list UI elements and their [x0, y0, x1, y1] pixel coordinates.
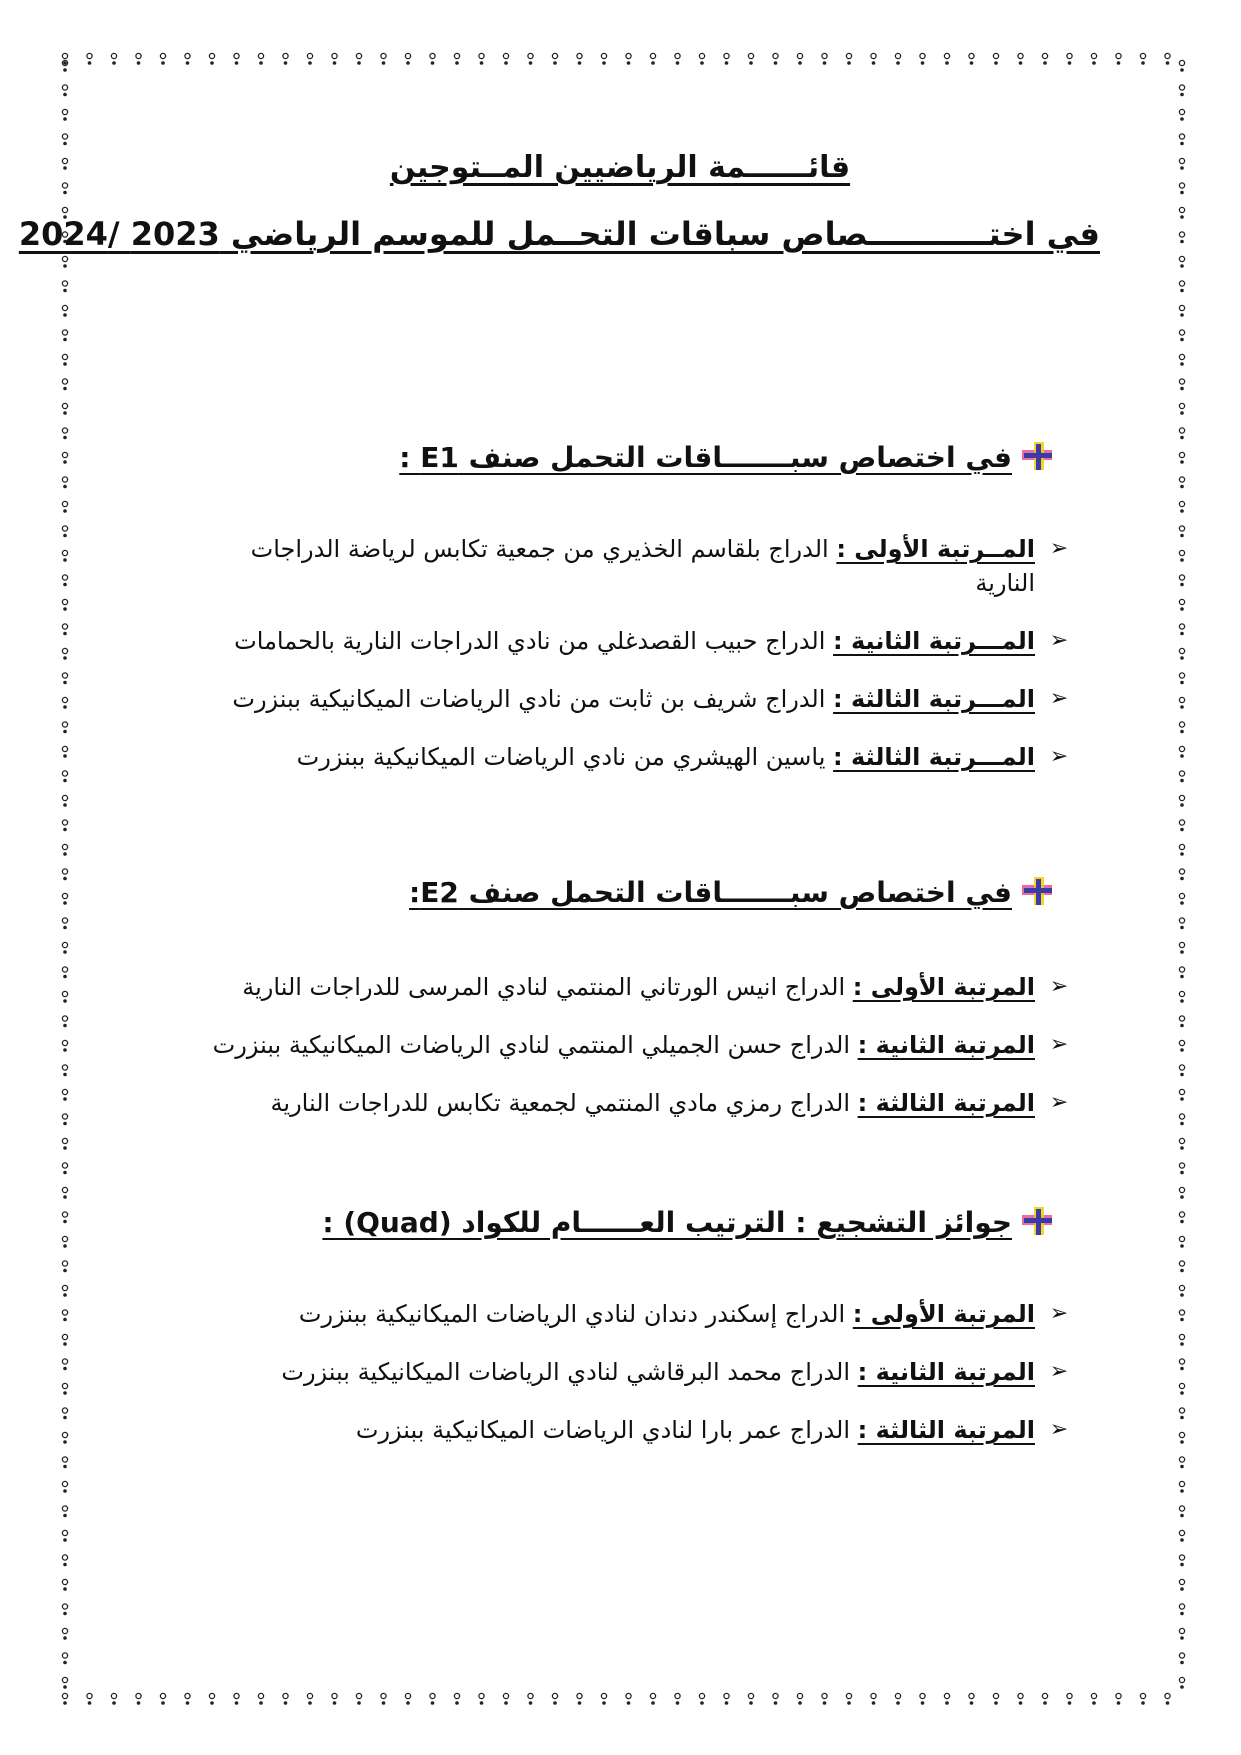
border-ornament [62, 183, 67, 194]
border-ornament [577, 53, 582, 64]
border-ornament [62, 893, 67, 904]
border-ornament [62, 942, 67, 953]
border-ornament [528, 1693, 533, 1704]
border-ornament [405, 53, 410, 64]
border-ornament [1179, 893, 1184, 904]
border-ornament [405, 1693, 410, 1704]
border-ornament [601, 1693, 606, 1704]
border-ornament [62, 1628, 67, 1639]
border-ornament [62, 746, 67, 757]
list-item [195, 682, 1071, 716]
border-ornament [62, 1016, 67, 1027]
border-ornament [62, 1310, 67, 1321]
border-ornament [430, 1693, 435, 1704]
border-ornament [62, 1432, 67, 1443]
border-ornament [1179, 1040, 1184, 1051]
border-ornament [1042, 1693, 1047, 1704]
border-ornament [62, 403, 67, 414]
border-ornament [1179, 550, 1184, 561]
border-ornament [1067, 1693, 1072, 1704]
border-ornament [62, 85, 67, 96]
section-heading-e2 [409, 875, 1056, 909]
border-ornament [993, 53, 998, 64]
rank-label: المــرتبة الأولى : [836, 535, 1035, 563]
border-ornament [1179, 109, 1184, 120]
list-item [195, 532, 1071, 600]
border-ornament [1179, 869, 1184, 880]
list-item [195, 624, 1071, 658]
border-ornament [503, 1693, 508, 1704]
border-ornament [454, 53, 459, 64]
border-ornament [62, 599, 67, 610]
border-ornament [920, 53, 925, 64]
border-ornament [62, 428, 67, 439]
border-ornament [1179, 354, 1184, 365]
border-ornament [1179, 1138, 1184, 1149]
border-ornament [503, 53, 508, 64]
border-ornament [454, 1693, 459, 1704]
border-ornament [62, 477, 67, 488]
border-ornament [62, 1359, 67, 1370]
border-ornament [1179, 1236, 1184, 1247]
border-ornament [62, 134, 67, 145]
border-ornament [234, 53, 239, 64]
border-ornament [1179, 1212, 1184, 1223]
border-ornament [62, 771, 67, 782]
border-ornament [62, 1187, 67, 1198]
ranking-list-e1 [195, 532, 1071, 798]
border-ornament [62, 109, 67, 120]
border-ornament [1179, 379, 1184, 390]
border-ornament [1042, 53, 1047, 64]
border-ornament [1179, 1604, 1184, 1615]
border-ornament [62, 550, 67, 561]
border-ornament [381, 53, 386, 64]
border-ornament [1091, 53, 1096, 64]
rank-label: المرتبة الثالثة : [857, 1416, 1035, 1444]
border-ornament [62, 624, 67, 635]
border-ornament [846, 1693, 851, 1704]
border-ornament [258, 1693, 263, 1704]
border-ornament [1179, 1653, 1184, 1664]
border-ornament [62, 844, 67, 855]
page-border-left [55, 55, 75, 1705]
arrow-bullet-icon: ➢ [1049, 686, 1069, 711]
border-ornament [1179, 1506, 1184, 1517]
border-ornament [479, 53, 484, 64]
border-ornament [1179, 673, 1184, 684]
rank-label: المـــرتبة الثانية : [833, 627, 1035, 655]
border-ornament [307, 53, 312, 64]
border-ornament [62, 452, 67, 463]
border-ornament [1179, 85, 1184, 96]
border-ornament [1140, 53, 1145, 64]
border-ornament [209, 53, 214, 64]
border-ornament [1179, 1481, 1184, 1492]
border-ornament [626, 1693, 631, 1704]
border-ornament [1179, 1383, 1184, 1394]
border-ornament [62, 967, 67, 978]
arrow-bullet-icon: ➢ [1049, 1032, 1069, 1057]
border-ornament [111, 1693, 116, 1704]
border-ornament [332, 53, 337, 64]
border-ornament [307, 1693, 312, 1704]
border-ornament [1179, 1457, 1184, 1468]
border-ornament [1179, 256, 1184, 267]
border-ornament [944, 53, 949, 64]
border-ornament [944, 1693, 949, 1704]
list-item [281, 1413, 1071, 1447]
border-ornament [62, 305, 67, 316]
list-item [213, 1028, 1071, 1062]
list-item [213, 1086, 1071, 1120]
border-ornament [626, 53, 631, 64]
border-ornament [62, 256, 67, 267]
border-ornament [1179, 207, 1184, 218]
border-ornament [1179, 158, 1184, 169]
border-ornament [650, 53, 655, 64]
border-ornament [62, 648, 67, 659]
rider-info: الدراج حسن الجميلي المنتمي لنادي الرياضات الميكانيكية ببنزرت [212, 1031, 858, 1059]
border-ornament [62, 60, 67, 71]
border-ornament [724, 1693, 729, 1704]
border-ornament [1179, 1628, 1184, 1639]
border-ornament [185, 53, 190, 64]
border-ornament [136, 53, 141, 64]
arrow-bullet-icon: ➢ [1049, 1417, 1069, 1442]
border-ornament [1165, 1693, 1170, 1704]
border-ornament [87, 1693, 92, 1704]
border-ornament [62, 158, 67, 169]
border-ornament [62, 1383, 67, 1394]
border-ornament [1179, 844, 1184, 855]
border-ornament [234, 1693, 239, 1704]
page-border-top [55, 50, 1187, 70]
rank-label: المرتبة الأولى : [852, 1300, 1035, 1328]
border-ornament [62, 1506, 67, 1517]
border-ornament [356, 1693, 361, 1704]
border-ornament [1179, 1261, 1184, 1272]
border-ornament [1179, 942, 1184, 953]
border-ornament [1116, 1693, 1121, 1704]
rider-info: الدراج محمد البرقاشي لنادي الرياضات الميكانيكية ببنزرت [281, 1358, 858, 1386]
border-ornament [62, 820, 67, 831]
rank-label: المرتبة الأولى : [852, 973, 1035, 1001]
rider-info: الدراج رمزي مادي المنتمي لجمعية تكابس للدراجات النارية [270, 1089, 858, 1117]
border-ornament [356, 53, 361, 64]
border-ornament [1140, 1693, 1145, 1704]
border-ornament [62, 1040, 67, 1051]
border-ornament [1179, 1432, 1184, 1443]
border-ornament [258, 53, 263, 64]
rank-label: المرتبة الثانية : [857, 1031, 1035, 1059]
border-ornament [895, 1693, 900, 1704]
border-ornament [650, 1693, 655, 1704]
document-title: قائــــــمة الرياضيين المــتوجين [389, 150, 851, 185]
border-ornament [62, 697, 67, 708]
border-ornament [62, 1677, 67, 1688]
border-ornament [87, 53, 92, 64]
border-ornament [1179, 967, 1184, 978]
border-ornament [62, 1408, 67, 1419]
border-ornament [1067, 53, 1072, 64]
border-ornament [1179, 452, 1184, 463]
border-ornament [1179, 501, 1184, 512]
page-border-right [1172, 55, 1192, 1705]
border-ornament [62, 1089, 67, 1100]
border-ornament [1179, 1677, 1184, 1688]
border-ornament [871, 1693, 876, 1704]
list-item [281, 1297, 1071, 1331]
section-heading-text: في اختصاص سبـــــــاقات التحمل صنف E1 : [399, 440, 1012, 474]
border-ornament [675, 53, 680, 64]
border-ornament [1179, 1114, 1184, 1125]
border-ornament [748, 1693, 753, 1704]
border-ornament [1018, 53, 1023, 64]
border-ornament [62, 1604, 67, 1615]
border-ornament [160, 1693, 165, 1704]
border-ornament [1018, 1693, 1023, 1704]
border-ornament [969, 53, 974, 64]
border-ornament [552, 1693, 557, 1704]
page-border-bottom [55, 1690, 1187, 1710]
border-ornament [797, 53, 802, 64]
rider-info: الدراج عمر بارا لنادي الرياضات الميكانيكية ببنزرت [355, 1416, 858, 1444]
border-ornament [1179, 771, 1184, 782]
border-ornament [62, 526, 67, 537]
border-ornament [283, 1693, 288, 1704]
border-ornament [62, 1530, 67, 1541]
border-ornament [871, 53, 876, 64]
border-ornament [62, 991, 67, 1002]
border-ornament [1179, 1163, 1184, 1174]
border-ornament [62, 795, 67, 806]
border-ornament [283, 53, 288, 64]
border-ornament [62, 1163, 67, 1174]
border-ornament [209, 1693, 214, 1704]
rank-label: المرتبة الثانية : [857, 1358, 1035, 1386]
border-ornament [1179, 697, 1184, 708]
border-ornament [1179, 918, 1184, 929]
border-ornament [62, 1236, 67, 1247]
border-ornament [62, 918, 67, 929]
border-ornament [62, 1285, 67, 1296]
border-ornament [1179, 330, 1184, 341]
rider-info: الدراج انيس الورتاني المنتمي لنادي المرسى للدراجات النارية [242, 973, 853, 1001]
arrow-bullet-icon: ➢ [1049, 536, 1069, 561]
rider-info: الدراج إسكندر دندان لنادي الرياضات الميكانيكية ببنزرت [298, 1300, 853, 1328]
arrow-bullet-icon: ➢ [1049, 974, 1069, 999]
border-ornament [1179, 1359, 1184, 1370]
ranking-list-e2 [213, 970, 1071, 1144]
border-ornament [1091, 1693, 1096, 1704]
border-ornament [62, 1334, 67, 1345]
border-ornament [62, 1212, 67, 1223]
rider-info: الدراج حبيب القصدغلي من نادي الدراجات النارية بالحمامات [234, 627, 834, 655]
border-ornament [1179, 305, 1184, 316]
rider-info: الدراج بلقاسم الخذيري من جمعية تكابس لرياضة الدراجات النارية [250, 535, 1035, 597]
border-ornament [62, 1138, 67, 1149]
border-ornament [1179, 599, 1184, 610]
border-ornament [797, 1693, 802, 1704]
border-ornament [1179, 624, 1184, 635]
border-ornament [969, 1693, 974, 1704]
border-ornament [1179, 1187, 1184, 1198]
border-ornament [822, 53, 827, 64]
border-ornament [62, 330, 67, 341]
rider-info: ياسين الهيشري من نادي الرياضات الميكانيكية ببنزرت [296, 743, 834, 771]
border-ornament [62, 1653, 67, 1664]
border-ornament [1179, 1065, 1184, 1076]
arrow-bullet-icon: ➢ [1049, 1359, 1069, 1384]
border-ornament [1179, 281, 1184, 292]
border-ornament [1179, 232, 1184, 243]
border-ornament [62, 1261, 67, 1272]
border-ornament [699, 1693, 704, 1704]
border-ornament [62, 281, 67, 292]
border-ornament [62, 1481, 67, 1492]
border-ornament [1179, 820, 1184, 831]
border-ornament [62, 354, 67, 365]
border-ornament [1179, 575, 1184, 586]
document-subtitle: في اختـــــــــــصاص سباقات التحــمل للموسم الرياضي 2023 /2024 [18, 215, 1100, 253]
border-ornament [332, 1693, 337, 1704]
border-ornament [62, 722, 67, 733]
border-ornament [1179, 746, 1184, 757]
arrow-bullet-icon: ➢ [1049, 1301, 1069, 1326]
border-ornament [552, 53, 557, 64]
border-ornament [1179, 1310, 1184, 1321]
border-ornament [993, 1693, 998, 1704]
border-ornament [1179, 795, 1184, 806]
plus-bullet-icon [1020, 440, 1056, 474]
border-ornament [430, 53, 435, 64]
rank-label: المرتبة الثالثة : [857, 1089, 1035, 1117]
border-ornament [1179, 1555, 1184, 1566]
border-ornament [62, 1555, 67, 1566]
border-ornament [920, 1693, 925, 1704]
border-ornament [1165, 53, 1170, 64]
border-ornament [675, 1693, 680, 1704]
border-ornament [1116, 53, 1121, 64]
list-item [195, 740, 1071, 774]
border-ornament [381, 1693, 386, 1704]
border-ornament [528, 53, 533, 64]
border-ornament [1179, 403, 1184, 414]
border-ornament [1179, 477, 1184, 488]
plus-bullet-icon [1020, 875, 1056, 909]
border-ornament [62, 673, 67, 684]
border-ornament [62, 501, 67, 512]
border-ornament [773, 1693, 778, 1704]
border-ornament [62, 1457, 67, 1468]
border-ornament [1179, 134, 1184, 145]
rank-label: المـــرتبة الثالثة : [833, 685, 1035, 713]
section-heading-e1 [399, 440, 1056, 474]
rank-label: المـــرتبة الثالثة : [833, 743, 1035, 771]
border-ornament [62, 575, 67, 586]
list-item [281, 1355, 1071, 1389]
border-ornament [62, 1114, 67, 1125]
plus-bullet-icon [1020, 1205, 1056, 1239]
list-item [213, 970, 1071, 1004]
border-ornament [1179, 1408, 1184, 1419]
border-ornament [846, 53, 851, 64]
border-ornament [1179, 1530, 1184, 1541]
border-ornament [748, 53, 753, 64]
border-ornament [160, 53, 165, 64]
border-ornament [136, 1693, 141, 1704]
border-ornament [895, 53, 900, 64]
border-ornament [1179, 722, 1184, 733]
border-ornament [1179, 991, 1184, 1002]
border-ornament [62, 1579, 67, 1590]
border-ornament [1179, 1016, 1184, 1027]
border-ornament [62, 379, 67, 390]
border-ornament [724, 53, 729, 64]
border-ornament [1179, 1089, 1184, 1100]
border-ornament [62, 869, 67, 880]
border-ornament [773, 53, 778, 64]
border-ornament [1179, 183, 1184, 194]
ranking-list-quad [281, 1297, 1071, 1471]
border-ornament [185, 1693, 190, 1704]
arrow-bullet-icon: ➢ [1049, 1090, 1069, 1115]
section-heading-quad [322, 1205, 1056, 1239]
border-ornament [479, 1693, 484, 1704]
border-ornament [601, 53, 606, 64]
border-ornament [577, 1693, 582, 1704]
arrow-bullet-icon: ➢ [1049, 628, 1069, 653]
border-ornament [1179, 60, 1184, 71]
arrow-bullet-icon: ➢ [1049, 744, 1069, 769]
border-ornament [1179, 1334, 1184, 1345]
border-ornament [822, 1693, 827, 1704]
border-ornament [1179, 526, 1184, 537]
rider-info: الدراج شريف بن ثابت من نادي الرياضات الميكانيكية ببنزرت [232, 685, 834, 713]
border-ornament [1179, 1285, 1184, 1296]
border-ornament [111, 53, 116, 64]
border-ornament [1179, 1579, 1184, 1590]
border-ornament [1179, 428, 1184, 439]
border-ornament [62, 1065, 67, 1076]
border-ornament [1179, 648, 1184, 659]
border-ornament [699, 53, 704, 64]
section-heading-text: في اختصاص سبـــــــاقات التحمل صنف E2: [409, 875, 1012, 909]
section-heading-text: جوائز التشجيع : الترتيب العــــــام للكواد (Quad) : [322, 1205, 1012, 1239]
